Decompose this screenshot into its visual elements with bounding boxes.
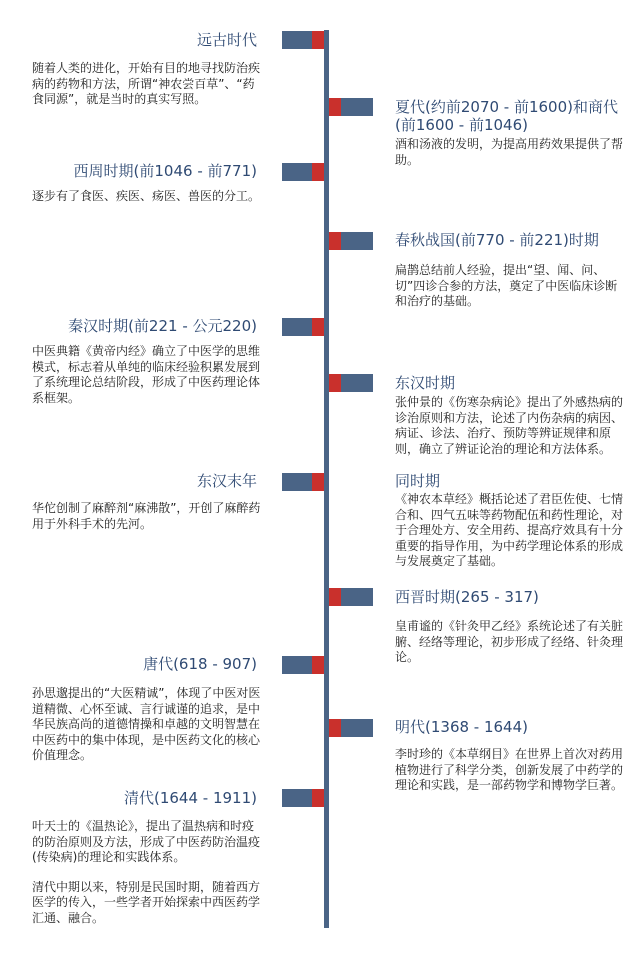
period-title: 秦汉时期(前221 - 公元220) bbox=[68, 317, 257, 335]
period-title: 西晋时期(265 - 317) bbox=[395, 588, 539, 606]
timeline-marker bbox=[282, 656, 328, 674]
timeline-marker bbox=[282, 789, 328, 807]
timeline-marker bbox=[329, 98, 375, 116]
period-description: 扁鹊总结前人经验，提出“望、闻、问、切”四诊合参的方法，奠定了中医临床诊断和治疗的基础。 bbox=[395, 263, 618, 308]
period-description: 逐步有了食医、疾医、疡医、兽医的分工。 bbox=[32, 189, 261, 203]
period-description: 华佗创制了麻醉剂“麻沸散”，开创了麻醉药用于外科手术的先河。 bbox=[32, 501, 261, 531]
period-title: 西周时期(前1046 - 前771) bbox=[73, 162, 257, 180]
period-description: 《神农本草经》概括论述了君臣佐使、七情合和、四气五味等药物配伍和药性理论，对于合理处方、安全用药、提高疗效具有十分重要的指导作用，为中药学理论体系的形成与发展奠定了基础。 bbox=[395, 492, 624, 568]
period-title: 唐代(618 - 907) bbox=[143, 655, 257, 673]
period-description: 李时珍的《本草纲目》在世界上首次对药用植物进行了科学分类，创新发展了中药学的理论和实践，是一部药物学和博物学巨著。 bbox=[395, 747, 624, 792]
period-title: 夏代(约前2070 - 前1600)和商代(前1600 - 前1046) bbox=[395, 98, 619, 134]
period-description: 中医典籍《黄帝内经》确立了中医学的思维模式，标志着从单纯的临床经验积累发展到了系统理论总结阶段，形成了中医药理论体系框架。 bbox=[32, 344, 261, 405]
timeline-marker bbox=[329, 588, 375, 606]
timeline-marker bbox=[282, 163, 328, 181]
period-title: 清代(1644 - 1911) bbox=[123, 789, 257, 807]
period-title: 东汉末年 bbox=[196, 472, 257, 490]
period-description: 孙思邈提出的“大医精诚”，体现了中医对医道精微、心怀至诚、言行诚谨的追求，是中华民族高尚的道德情操和卓越的文明智慧在中医药中的集中体现，是中医药文化的核心价值理念。 bbox=[32, 686, 261, 762]
timeline-marker bbox=[329, 374, 375, 392]
timeline-marker bbox=[329, 719, 375, 737]
timeline-marker bbox=[329, 232, 375, 250]
timeline-marker bbox=[282, 318, 328, 336]
period-title: 明代(1368 - 1644) bbox=[395, 718, 529, 736]
period-title: 东汉时期 bbox=[395, 374, 456, 392]
period-description: 酒和汤液的发明，为提高用药效果提供了帮助。 bbox=[395, 137, 624, 167]
period-description: 随着人类的进化，开始有目的地寻找防治疾病的药物和方法，所谓“神农尝百草”、“药食同源”，就是当时的真实写照。 bbox=[32, 61, 261, 106]
period-title: 春秋战国(前770 - 前221)时期 bbox=[395, 231, 599, 249]
period-description: 皇甫谧的《针灸甲乙经》系统论述了有关脏腑、经络等理论，初步形成了经络、针灸理论。 bbox=[395, 619, 624, 664]
period-description: 张仲景的《伤寒杂病论》提出了外感热病的诊治原则和方法，论述了内伤杂病的病因、病证、诊法、治疗、预防等辨证规律和原则，确立了辨证论治的理论和方法体系。 bbox=[395, 395, 624, 456]
period-title: 远古时代 bbox=[196, 31, 257, 49]
period-description: 叶天士的《温热论》，提出了温热病和时疫的防治原则及方法，形成了中医药防治温疫(传染病)的理论和实践体系。 清代中期以来，特别是民国时期，随着西方医学的传入，一些学者开始探索中西医药学汇通、融合。 bbox=[32, 819, 261, 925]
period-title: 同时期 bbox=[395, 472, 441, 490]
timeline-marker bbox=[282, 473, 328, 491]
timeline-marker bbox=[282, 31, 328, 49]
